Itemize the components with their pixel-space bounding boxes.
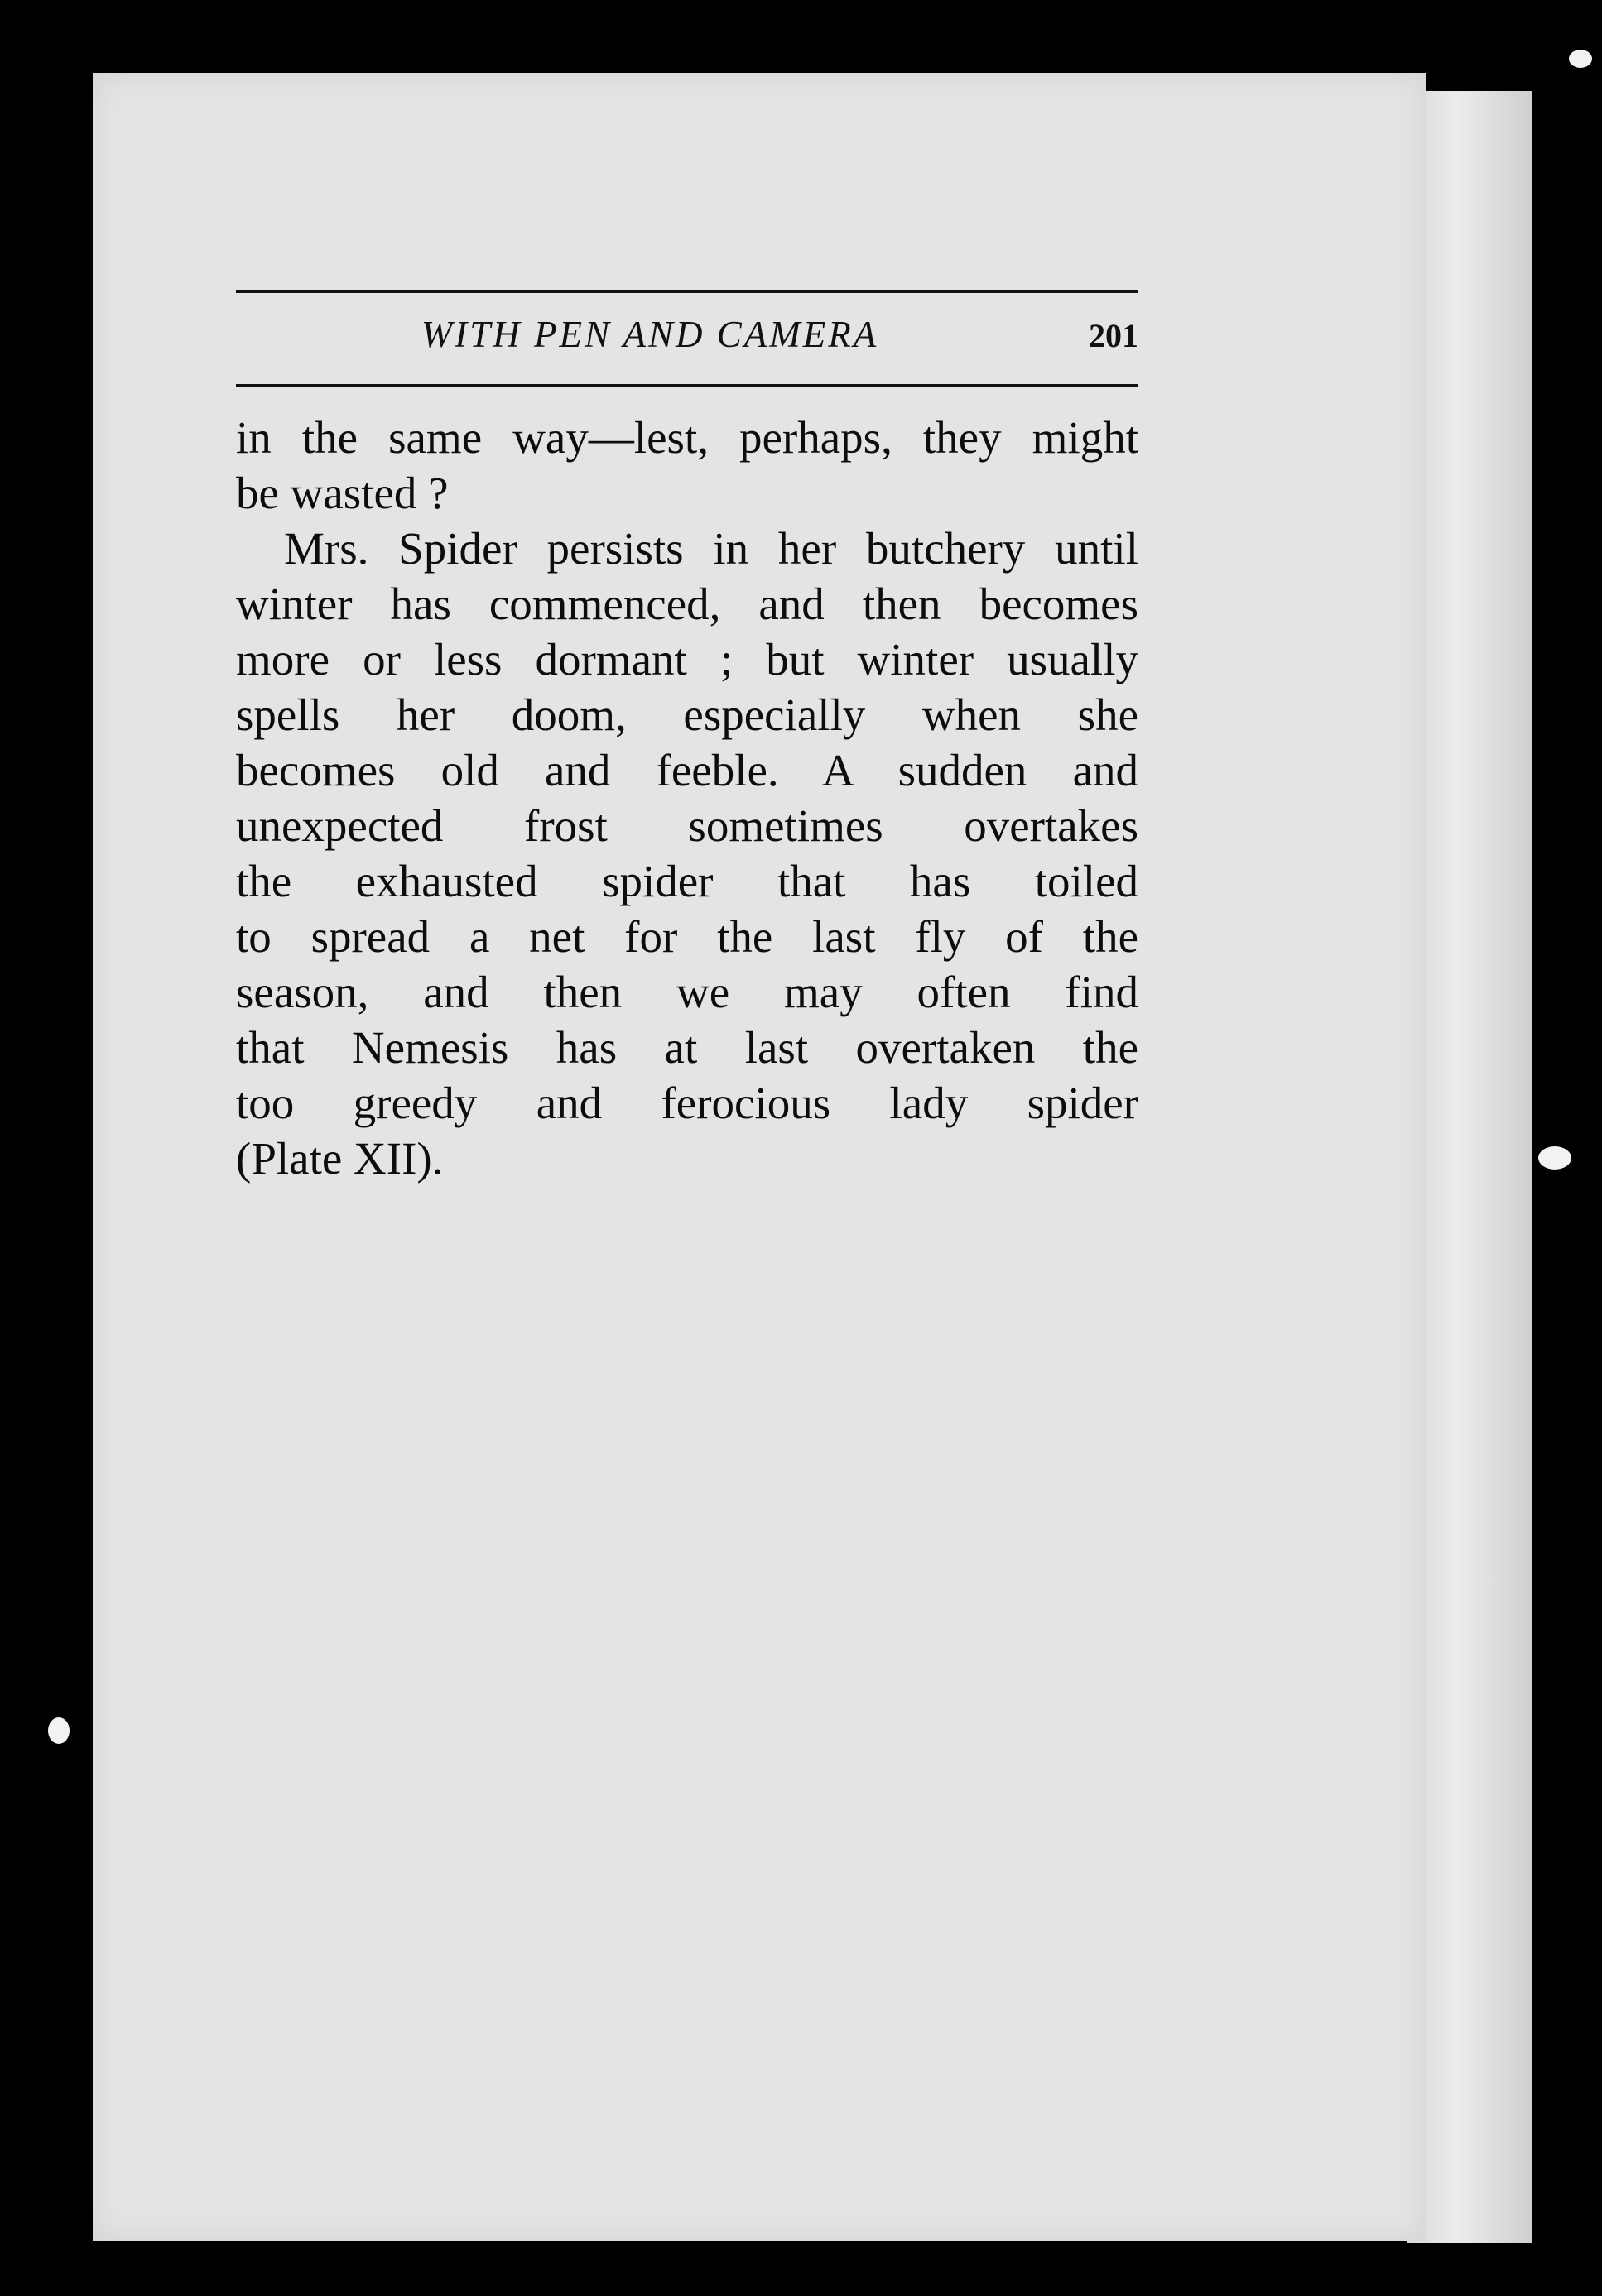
text-line: winter has commenced, and then becomes [236, 579, 1138, 629]
scan-speck [48, 1717, 70, 1744]
page-number: 201 [1089, 317, 1138, 354]
text-line: the exhausted spider that has toiled [236, 856, 1138, 906]
scan-speck [1538, 1146, 1571, 1170]
text-line: in the same way—lest, perhaps, they might [236, 412, 1138, 463]
text-line: be wasted ? [236, 468, 449, 518]
text-line: to spread a net for the last fly of the [236, 911, 1138, 962]
text-line: too greedy and ferocious lady spider [236, 1078, 1138, 1128]
running-head-title: WITH PEN AND CAMERA [421, 314, 879, 355]
body-text [236, 410, 1138, 1186]
running-header [236, 306, 1138, 364]
text-line: Mrs. Spider persists in her butchery until [284, 523, 1138, 574]
scan-speck [1569, 50, 1592, 68]
text-line: more or less dormant ; but winter usually [236, 634, 1138, 684]
text-line: unexpected frost sometimes overtakes [236, 800, 1138, 851]
header-rule-bottom [236, 384, 1138, 387]
text-line: spells her doom, especially when she [236, 689, 1138, 740]
text-line: that Nemesis has at last overtaken the [236, 1022, 1138, 1073]
header-rule-top [236, 290, 1138, 293]
underlying-page-edge [1407, 91, 1532, 2243]
text-line: season, and then we may often find [236, 967, 1138, 1017]
text-line: becomes old and feeble. A sudden and [236, 745, 1138, 795]
text-line: (Plate XII). [236, 1133, 444, 1184]
